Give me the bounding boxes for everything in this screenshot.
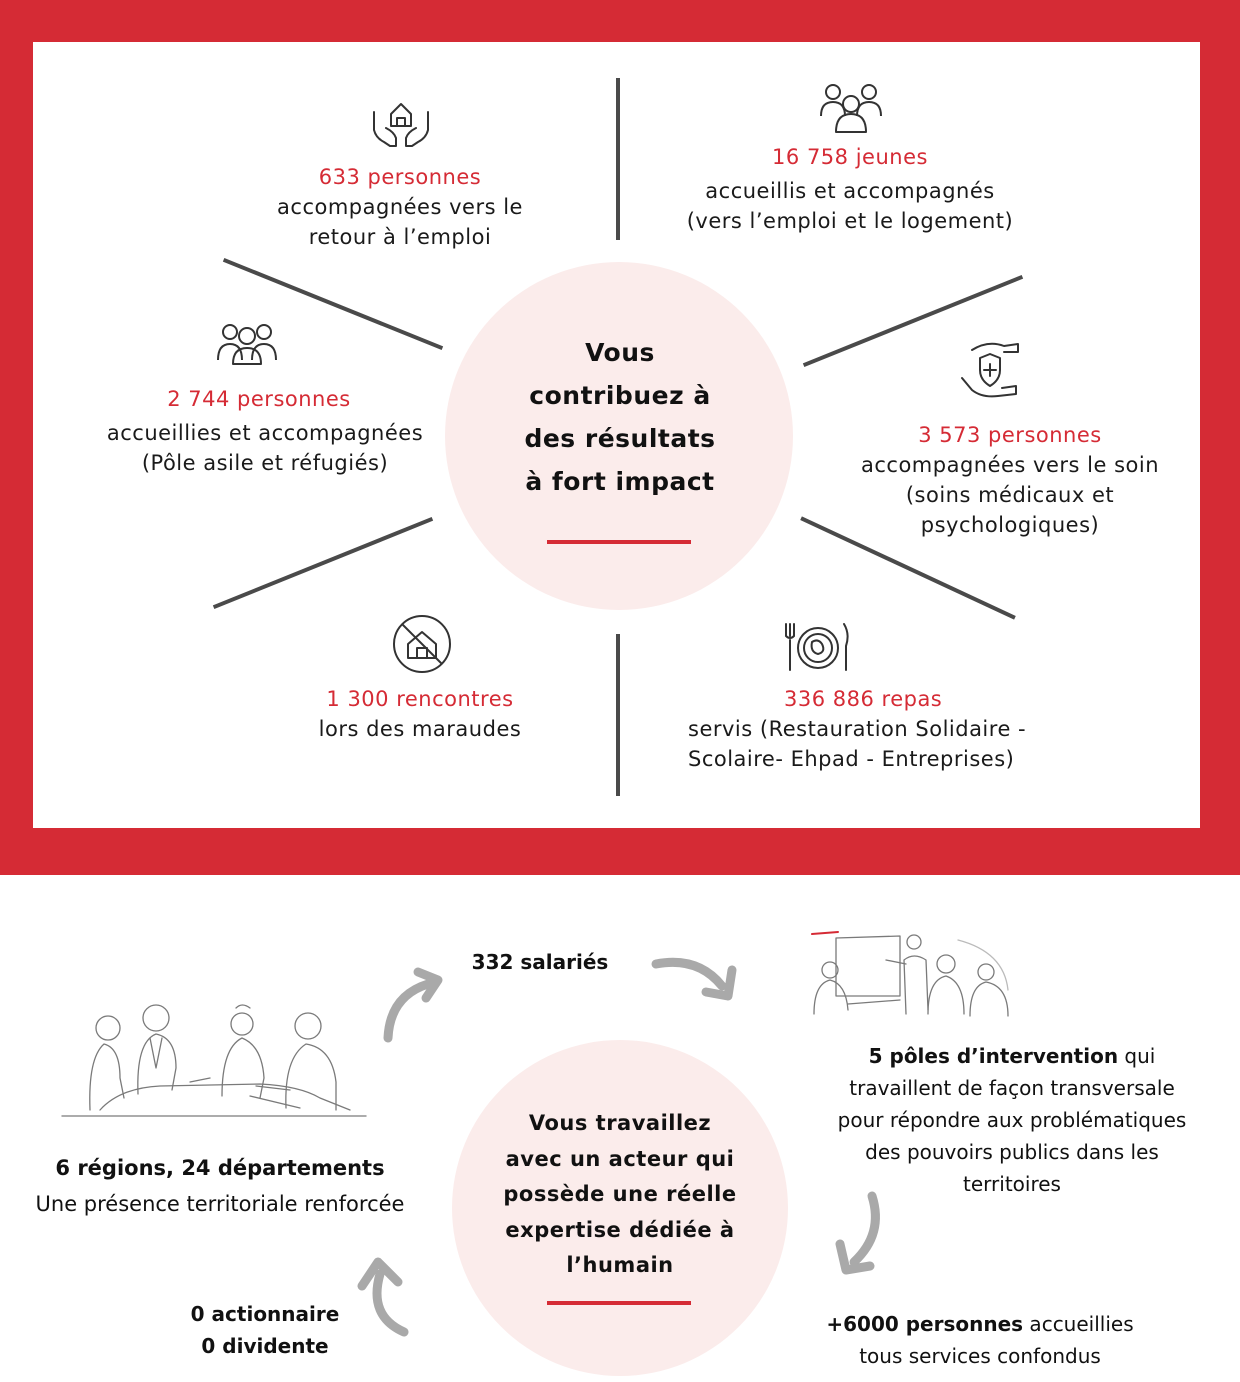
impact-center-title: Vous contribuez à des résultats à fort impact bbox=[524, 338, 716, 496]
stat-health: 3 573 personnes accompagnées vers le soin (soins médicaux et psychologiques) bbox=[840, 420, 1180, 540]
stat-outreach-number: 1 300 rencontres bbox=[326, 687, 514, 711]
stat-youth: 16 758 jeunes accueillis et accompagnés (vers l’emploi et le logement) bbox=[650, 142, 1050, 236]
arrow-up-left-icon bbox=[354, 1250, 420, 1340]
arrow-right-down-icon bbox=[648, 950, 740, 1006]
health-shield-hand-icon bbox=[958, 338, 1022, 404]
divider-bottom bbox=[616, 634, 620, 796]
no-home-icon bbox=[390, 614, 454, 674]
stat-meals-number: 336 886 repas bbox=[784, 687, 943, 711]
stat-youth-number: 16 758 jeunes bbox=[772, 145, 928, 169]
stat-asylum: 2 744 personnes accueillies et accompagnées (Pôle asile et réfugiés) bbox=[85, 384, 445, 478]
poles-text: 5 pôles d’intervention qui travaillent de façon transversale pour répondre aux problématiques des pouvoirs publics dans les territoires bbox=[837, 1044, 1187, 1196]
arrow-up-right-icon bbox=[378, 962, 450, 1044]
employees-count: 332 salariés bbox=[471, 950, 609, 974]
shareholders-text: 0 actionnaire 0 dividente bbox=[190, 1302, 340, 1358]
presentation-illustration bbox=[808, 930, 1016, 1018]
arrow-down-left-icon bbox=[832, 1188, 890, 1280]
stat-asylum-number: 2 744 personnes bbox=[167, 387, 351, 411]
stat-meals: 336 886 repas servis (Restauration Solidaire - Scolaire- Ehpad - Entreprises) bbox=[688, 684, 1068, 774]
impact-accent-bar bbox=[547, 540, 691, 544]
group-people-icon bbox=[818, 80, 884, 134]
divider-top bbox=[616, 78, 620, 240]
people-icon bbox=[216, 322, 278, 366]
people-welcomed-text: +6000 personnes accueillies tous services confondus bbox=[826, 1312, 1134, 1368]
stat-employment-number: 633 personnes bbox=[318, 165, 482, 189]
stat-employment: 633 personnes accompagnées vers le retour à l’emploi bbox=[250, 162, 550, 252]
expertise-accent-bar bbox=[547, 1301, 691, 1305]
team-meeting-illustration bbox=[60, 998, 370, 1118]
stat-outreach: 1 300 rencontres lors des maraudes bbox=[270, 684, 570, 744]
house-in-hands-icon bbox=[370, 92, 432, 152]
regions-text: 6 régions, 24 départements Une présence territoriale renforcée bbox=[35, 1156, 405, 1216]
stat-health-number: 3 573 personnes bbox=[918, 423, 1102, 447]
plate-cutlery-icon bbox=[780, 620, 854, 674]
expertise-center-title: Vous travaillez avec un acteur qui possède une réelle expertise dédiée à l’humain bbox=[503, 1111, 737, 1277]
